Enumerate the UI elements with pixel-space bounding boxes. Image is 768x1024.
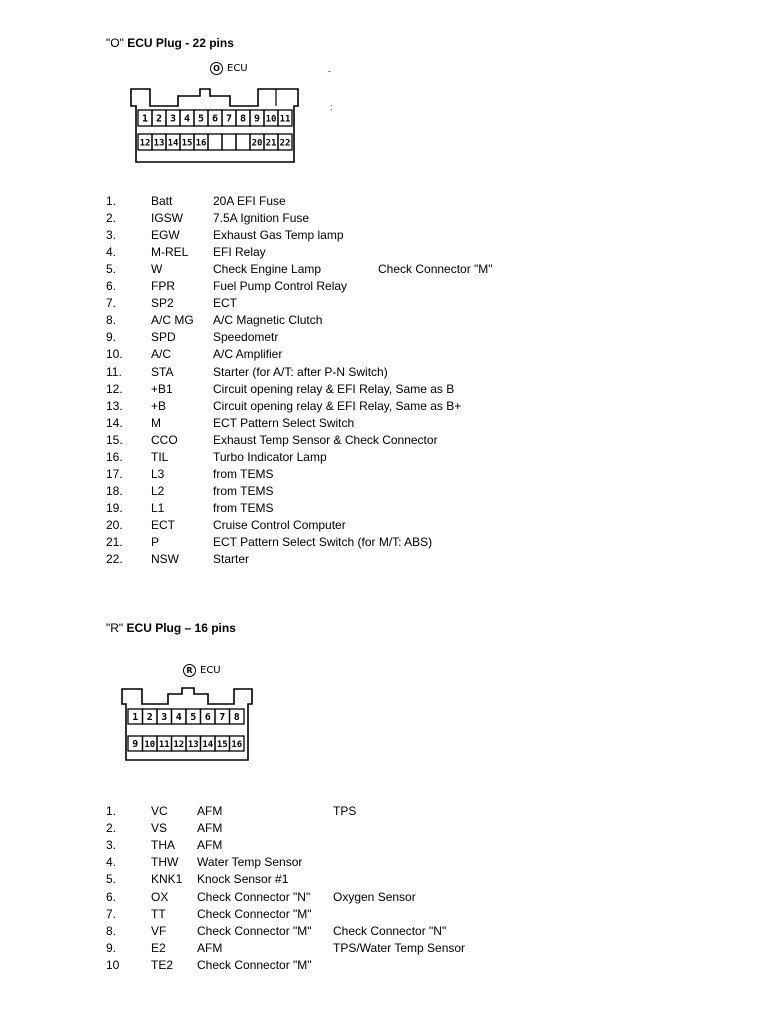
pin-extra: Check Connector "M"	[378, 262, 493, 277]
pin-cell-label: 13	[187, 740, 199, 750]
pin-code: KNK1	[151, 872, 183, 887]
plug-o-top-row	[138, 110, 292, 126]
pin-cell-label: 13	[153, 138, 165, 149]
pin-num: 10	[106, 957, 120, 972]
pin-num: 18.	[106, 483, 123, 498]
pin-code: EGW	[151, 228, 180, 243]
pin-code: THW	[151, 855, 179, 870]
pin-desc: Starter	[213, 552, 250, 567]
plug-r-connector-diagram	[118, 684, 262, 764]
pin-cell-label: 14	[202, 740, 214, 750]
plug-r-heading	[106, 621, 236, 635]
plug-o-bottom-row	[138, 134, 292, 150]
plug-o-heading-prefix: "O"	[106, 36, 124, 50]
pin-desc: Check Engine Lamp	[213, 262, 322, 277]
pin-code: ECT	[151, 517, 175, 532]
pin-code: L3	[151, 466, 165, 481]
pin-cell-label: 15	[216, 740, 228, 750]
pin-code: L1	[151, 500, 165, 515]
pin-num: 5.	[106, 262, 117, 277]
pin-num: 7.	[106, 906, 117, 921]
plug-r-heading-prefix: "R"	[106, 621, 124, 635]
plug-r-ecu-letter-icon: R	[183, 664, 196, 677]
pin-cell-label: 11	[158, 740, 170, 750]
plug-r-ecu-label	[183, 664, 221, 677]
pin-num: 1.	[106, 194, 117, 208]
pin-cell-label: 11	[279, 114, 291, 125]
pin-desc: ECT Pattern Select Switch	[213, 415, 355, 430]
pin-desc: from TEMS	[213, 466, 274, 481]
pin-desc: Knock Sensor #1	[197, 872, 289, 887]
pin-code: OX	[151, 889, 169, 904]
pin-cell	[222, 134, 236, 150]
pin-code: P	[151, 535, 160, 549]
pin-desc: from TEMS	[213, 483, 274, 498]
pin-cell-label: 5	[197, 113, 205, 125]
pin-extra: Oxygen Sensor	[333, 889, 416, 904]
pin-num: 15.	[106, 432, 123, 447]
pin-desc: Exhaust Gas Temp lamp	[213, 228, 344, 243]
pin-desc: Speedometr	[213, 330, 279, 345]
pin-num: 4.	[106, 245, 117, 260]
pin-num: 4.	[106, 855, 117, 870]
pin-num: 1.	[106, 804, 117, 818]
pin-num: 20.	[106, 517, 123, 532]
pin-code: IGSW	[151, 211, 183, 226]
pin-code: FPR	[151, 279, 175, 294]
pin-desc: Check Connector "M"	[197, 906, 312, 921]
pin-num: 13.	[106, 398, 123, 413]
plug-o-heading	[106, 36, 234, 50]
pin-desc: Circuit opening relay & EFI Relay, Same as B	[213, 381, 455, 396]
pin-code: VS	[151, 821, 168, 836]
pin-code: STA	[151, 364, 174, 379]
pin-num: 22.	[106, 552, 123, 567]
pin-extra: Check Connector "N"	[333, 923, 447, 938]
plug-r-heading-title: ECU Plug – 16 pins	[126, 621, 236, 635]
pin-desc: A/C Amplifier	[213, 347, 283, 362]
pin-cell-label: 15	[181, 138, 193, 149]
pin-desc: Cruise Control Computer	[213, 517, 346, 532]
pin-cell-label: 12	[139, 138, 151, 149]
pin-cell-label: 9	[132, 739, 139, 750]
pin-cell-label: 7	[225, 113, 233, 125]
pin-num: 12.	[106, 381, 123, 396]
pin-cell-label: 8	[233, 712, 240, 723]
pin-desc: AFM	[197, 940, 223, 955]
pin-code: M	[151, 415, 161, 430]
pin-num: 8.	[106, 313, 117, 328]
pin-num: 7.	[106, 296, 117, 311]
pin-code: Batt	[151, 194, 173, 208]
plug-o-heading-title: ECU Plug - 22 pins	[127, 36, 234, 50]
pin-desc: Starter (for A/T: after P-N Switch)	[213, 364, 388, 379]
pin-desc: Water Temp Sensor	[197, 855, 303, 870]
pin-cell-label: 1	[141, 113, 149, 125]
pin-cell-label: 4	[183, 113, 191, 125]
pin-code: A/C	[151, 347, 172, 362]
pin-code: M-REL	[151, 245, 189, 260]
pin-code: TT	[151, 906, 166, 921]
pin-num: 21.	[106, 535, 123, 549]
pin-cell-label: 3	[169, 113, 177, 125]
pin-cell-label: 16	[195, 138, 207, 149]
pin-desc: from TEMS	[213, 500, 274, 515]
pin-code: SPD	[151, 330, 176, 345]
plug-o-ecu-letter-icon: O	[210, 62, 223, 75]
scan-mark-icon: :	[330, 102, 333, 112]
pin-num: 3.	[106, 228, 117, 243]
pin-cell	[236, 134, 250, 150]
pin-code: VF	[151, 923, 167, 938]
pin-cell-label: 10	[144, 740, 156, 750]
pin-num: 9.	[106, 330, 117, 345]
pin-cell-label: 1	[132, 712, 139, 723]
pin-desc: A/C Magnetic Clutch	[213, 313, 323, 328]
pin-cell-label: 12	[173, 740, 185, 750]
pin-cell-label: 9	[253, 113, 261, 125]
pin-cell-label: 10	[265, 114, 277, 125]
pin-code: E2	[151, 940, 166, 955]
pin-num: 17.	[106, 466, 123, 481]
pin-num: 14.	[106, 415, 123, 430]
pin-desc: Fuel Pump Control Relay	[213, 279, 348, 294]
pin-num: 19.	[106, 500, 123, 515]
pin-num: 2.	[106, 211, 117, 226]
pin-cell-label: 22	[279, 138, 291, 149]
pin-extra: TPS/Water Temp Sensor	[333, 940, 466, 955]
pin-desc: 7.5A Ignition Fuse	[213, 211, 310, 226]
pin-desc: Circuit opening relay & EFI Relay, Same as B+	[213, 398, 462, 413]
pin-cell-label: 2	[155, 113, 163, 125]
pin-desc: Exhaust Temp Sensor & Check Connector	[213, 432, 438, 447]
pin-code: +B	[151, 398, 167, 413]
pin-desc: Check Connector "M"	[197, 923, 312, 938]
pin-code: TIL	[151, 449, 169, 464]
pin-code: VC	[151, 804, 168, 818]
pin-cell-label: 14	[167, 138, 179, 149]
pin-desc: Turbo Indicator Lamp	[213, 449, 327, 464]
pin-cell-label: 5	[190, 712, 197, 723]
pin-desc: ECT Pattern Select Switch (for M/T: ABS)	[213, 535, 433, 549]
pin-num: 5.	[106, 872, 117, 887]
pin-num: 11.	[106, 364, 122, 379]
pin-code: SP2	[151, 296, 174, 311]
pin-code: THA	[151, 838, 175, 853]
plug-r-ecu-text: ECU	[200, 665, 221, 676]
pin-cell	[208, 134, 222, 150]
pin-desc: 20A EFI Fuse	[213, 194, 286, 208]
pin-num: 3.	[106, 838, 117, 853]
scan-mark-icon: -	[328, 66, 331, 76]
pin-code: TE2	[151, 957, 174, 972]
pin-cell-label: 20	[251, 138, 263, 149]
pin-extra: TPS	[333, 804, 357, 818]
pin-cell-label: 8	[239, 113, 247, 125]
pin-desc: AFM	[197, 804, 223, 818]
plug-r-top-row	[128, 709, 244, 724]
pin-num: 2.	[106, 821, 117, 836]
pin-cell-label: 16	[231, 740, 243, 750]
pin-cell-label: 6	[204, 712, 211, 723]
pin-num: 8.	[106, 923, 117, 938]
pin-num: 9.	[106, 940, 117, 955]
plug-r-bottom-row	[128, 736, 244, 751]
pin-code: NSW	[151, 552, 179, 567]
plug-o-ecu-label	[210, 62, 248, 75]
pin-desc: AFM	[197, 838, 223, 853]
pin-cell-label: 4	[175, 712, 182, 723]
pin-num: 16.	[106, 449, 123, 464]
pin-code: W	[151, 262, 163, 277]
pin-num: 6.	[106, 279, 117, 294]
pin-desc: Check Connector "N"	[197, 889, 311, 904]
pin-code: CCO	[151, 432, 178, 447]
plug-o-ecu-text: ECU	[227, 63, 248, 74]
pin-desc: AFM	[197, 821, 223, 836]
plug-o-connector-diagram	[126, 84, 306, 166]
pin-desc: ECT	[213, 296, 237, 311]
pin-code: L2	[151, 483, 165, 498]
pin-cell-label: 2	[146, 712, 153, 723]
pin-code: A/C MG	[151, 313, 194, 328]
pin-num: 6.	[106, 889, 117, 904]
pin-desc: Check Connector "M"	[197, 957, 312, 972]
pin-desc: EFI Relay	[213, 245, 266, 260]
pin-cell-label: 3	[161, 712, 168, 723]
pin-cell-label: 7	[219, 712, 226, 723]
pin-cell-label: 21	[265, 138, 277, 149]
pin-num: 10.	[106, 347, 123, 362]
pin-cell-label: 6	[211, 113, 219, 125]
pin-code: +B1	[151, 381, 173, 396]
